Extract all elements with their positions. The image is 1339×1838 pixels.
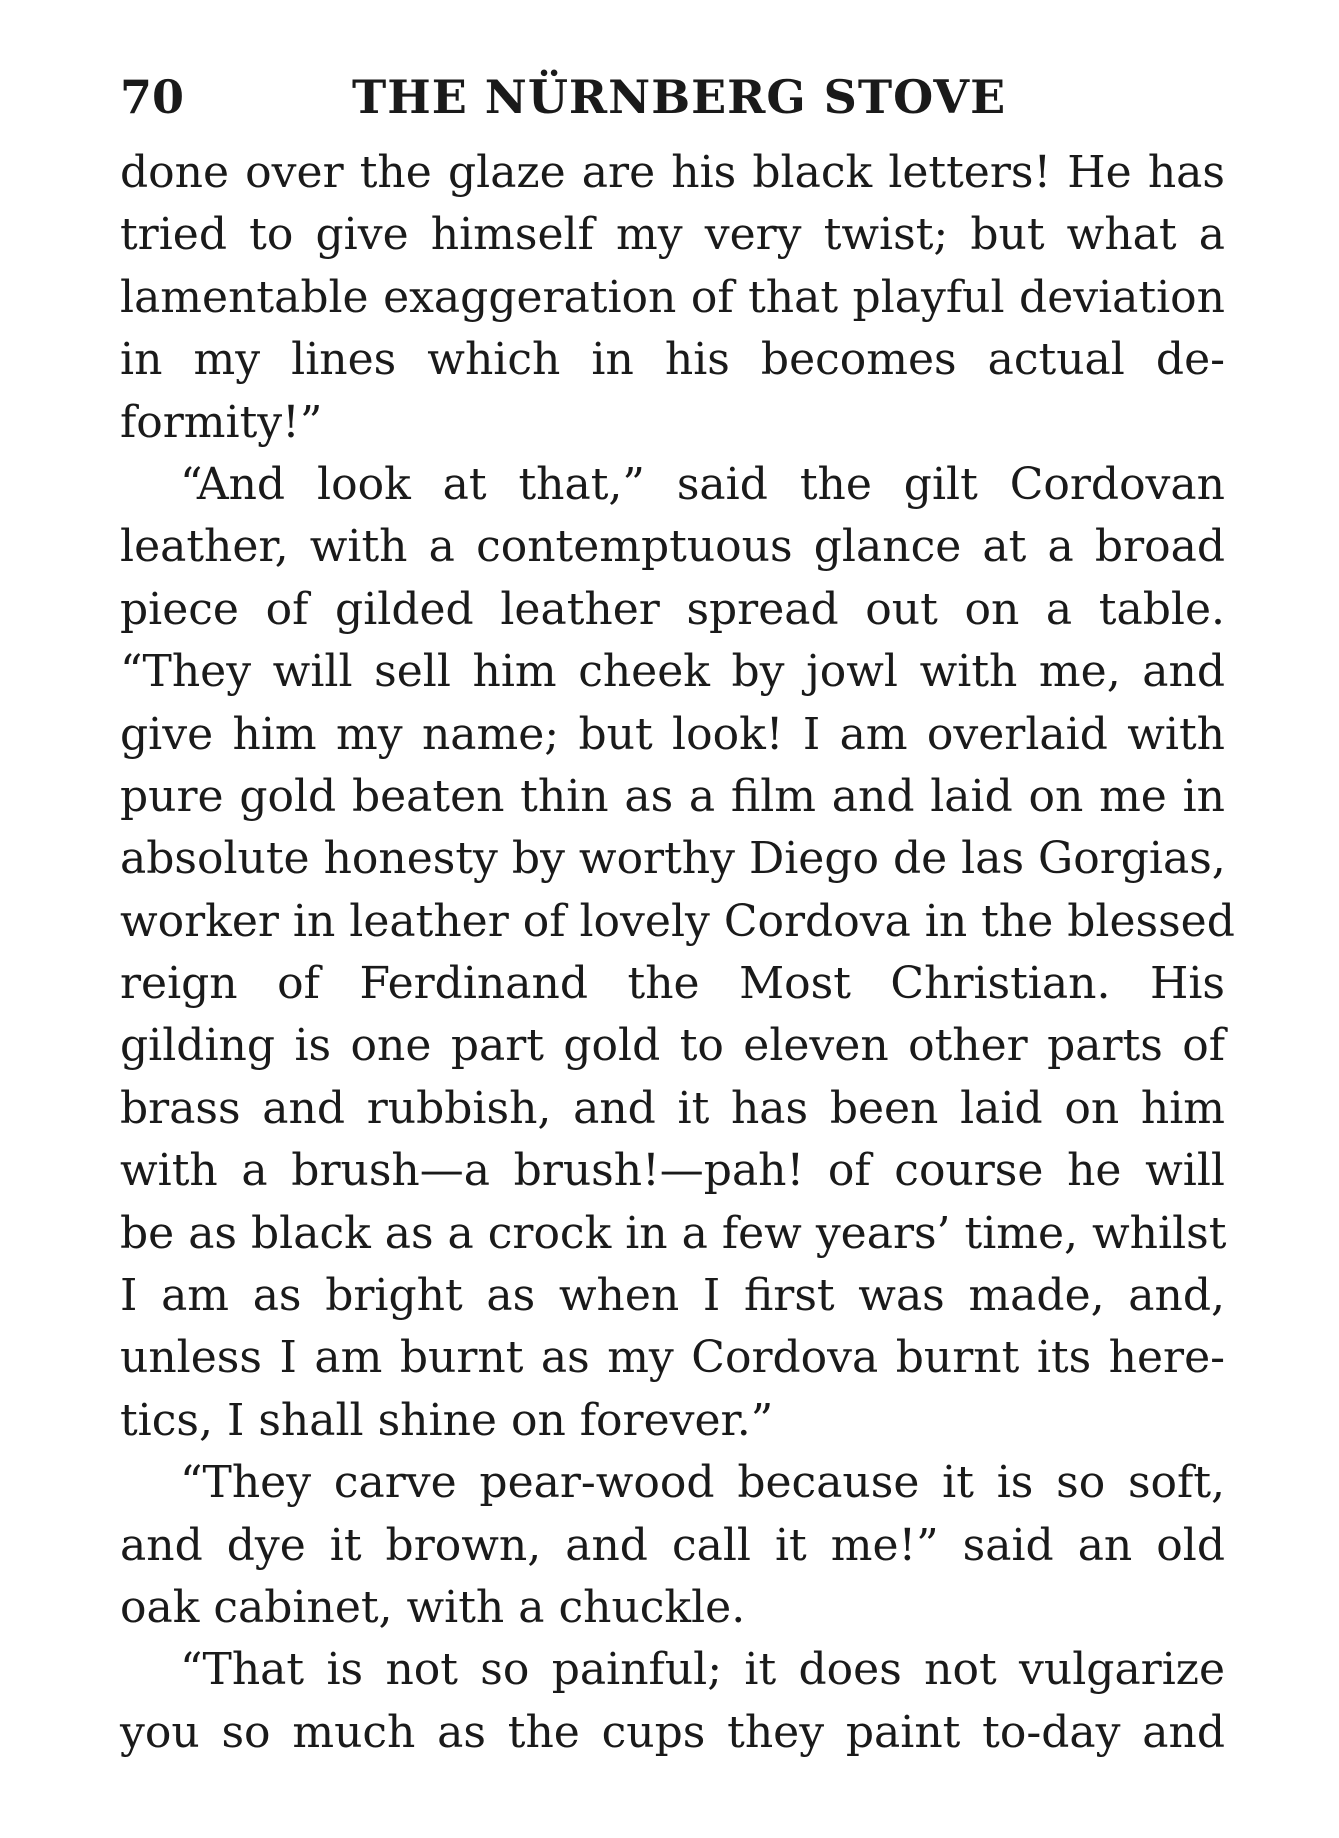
text-line: and dye it brown, and call it me!” said an old bbox=[120, 1519, 1225, 1571]
text-line: “That is not so painful; it does not vulgarize bbox=[180, 1644, 1225, 1696]
running-head bbox=[120, 70, 1225, 136]
book-page bbox=[120, 70, 1235, 1764]
text-line: tics, I shall shine on forever.” bbox=[120, 1394, 774, 1446]
text-line: with a brush—a brush!—pah! of course he will bbox=[120, 1145, 1225, 1197]
text-line: absolute honesty by worthy Diego de las Gorgias, bbox=[120, 833, 1226, 885]
text-line: gilding is one part gold to eleven other parts of bbox=[120, 1020, 1225, 1072]
text-line: “They will sell him cheek by jowl with me, and bbox=[120, 646, 1225, 698]
text-line: done over the glaze are his black letters! He has bbox=[120, 147, 1225, 198]
text-line: worker in leather of lovely Cordova in the blessed bbox=[120, 895, 1235, 947]
text-line: tried to give himself my very twist; but what a bbox=[120, 209, 1225, 261]
text-line: you so much as the cups they paint to-day and bbox=[120, 1706, 1225, 1758]
text-line: piece of gilded leather spread out on a table. bbox=[120, 583, 1225, 635]
text-line: brass and rubbish, and it has been laid on him bbox=[120, 1082, 1225, 1134]
text-line: be as black as a crock in a few years’ time, whilst bbox=[120, 1207, 1227, 1259]
running-title: THE NÜRNBERG STOVE bbox=[352, 70, 1007, 124]
text-line: “They carve pear-wood because it is so soft, bbox=[180, 1457, 1225, 1509]
text-line: “And look at that,” said the gilt Cordovan bbox=[180, 458, 1225, 510]
text-line: lamentable exaggeration of that playful deviation bbox=[120, 271, 1225, 323]
body-text bbox=[120, 142, 1235, 1764]
text-line: I am as bright as when I first was made, and, bbox=[120, 1270, 1225, 1322]
text-line: reign of Ferdinand the Most Christian. His bbox=[120, 958, 1225, 1010]
text-line: oak cabinet, with a chuckle. bbox=[120, 1581, 746, 1633]
text-line: leather, with a contemptuous glance at a broad bbox=[120, 521, 1225, 573]
page-number: 70 bbox=[120, 70, 185, 124]
text-line: unless I am burnt as my Cordova burnt its here- bbox=[120, 1332, 1225, 1384]
text-line: give him my name; but look! I am overlaid with bbox=[120, 708, 1225, 760]
text-line: in my lines which in his becomes actual de- bbox=[120, 334, 1225, 386]
text-line: pure gold beaten thin as a film and laid on me in bbox=[120, 770, 1225, 822]
text-line: formity!” bbox=[120, 396, 323, 448]
